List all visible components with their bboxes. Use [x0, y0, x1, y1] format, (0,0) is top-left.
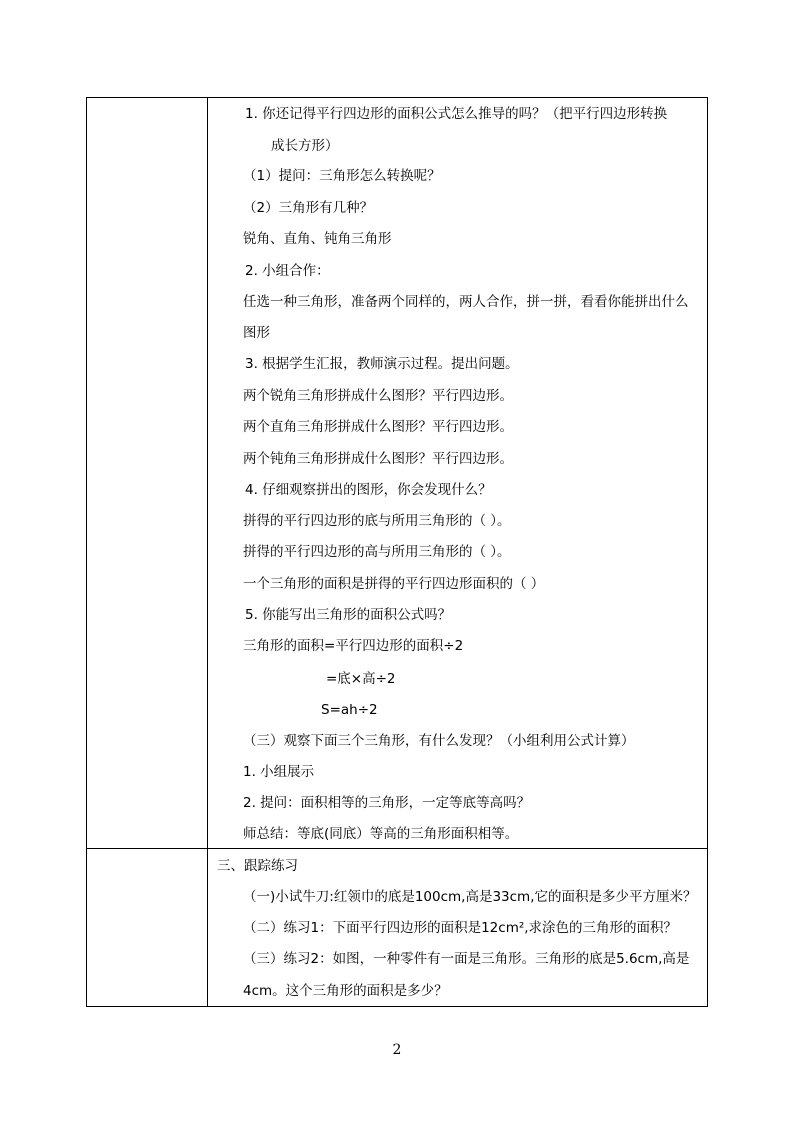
text-line: （三）观察下面三个三角形，有什么发现？（小组利用公式计算）	[243, 733, 635, 749]
page-number: 2	[392, 1042, 402, 1058]
text-line: 师总结：等底(同底）等高的三角形面积相等。	[243, 826, 519, 842]
text-line: S=ah÷2	[321, 702, 378, 718]
table-row-divider	[87, 848, 707, 849]
text-line: 三角形的面积=平行四边形的面积÷2	[243, 638, 464, 654]
text-line: 1. 你还记得平行四边形的面积公式怎么推导的吗？（把平行四边形转换	[245, 106, 668, 122]
text-line: 1. 小组展示	[243, 764, 315, 780]
text-line: 三、跟踪练习	[217, 858, 298, 874]
text-line: 拼得的平行四边形的高与所用三角形的（ ）。	[243, 544, 511, 560]
text-line: =底×高÷2	[326, 671, 396, 687]
text-line: （2）三角形有几种？	[243, 200, 374, 216]
text-line: 两个锐角三角形拼成什么图形？平行四边形。	[243, 388, 513, 404]
text-line: 成长方形）	[271, 138, 339, 154]
text-line: （三）练习2：如图，一种零件有一面是三角形。三角形的底是5.6cm,高是	[243, 951, 690, 967]
text-line: 一个三角形的面积是拼得的平行四边形面积的（ ）	[243, 576, 545, 592]
text-line: 锐角、直角、钝角三角形	[243, 231, 392, 247]
text-line: 4cm。这个三角形的面积是多少？	[243, 983, 448, 999]
text-line: 两个钝角三角形拼成什么图形？平行四边形。	[243, 451, 513, 467]
text-line: 5. 你能写出三角形的面积公式吗？	[245, 607, 452, 623]
text-line: 任选一种三角形，准备两个同样的，两人合作，拼一拼，看看你能拼出什么	[243, 294, 689, 310]
text-line: 两个直角三角形拼成什么图形？平行四边形。	[243, 419, 513, 435]
text-line: （二）练习1：下面平行四边形的面积是12cm²,求涂色的三角形的面积？	[243, 920, 678, 936]
text-line: 2. 小组合作：	[245, 263, 330, 279]
text-line: 4. 仔细观察拼出的图形，你会发现什么？	[245, 482, 492, 498]
text-line: （1）提问：三角形怎么转换呢？	[243, 168, 441, 184]
text-line: 2. 提问：面积相等的三角形，一定等底等高吗？	[243, 795, 531, 811]
text-line: 拼得的平行四边形的底与所用三角形的（ ）。	[243, 513, 511, 529]
text-line: 3. 根据学生汇报，教师演示过程。提出问题。	[245, 356, 519, 372]
text-line: （一)小试牛刀:红领巾的底是100cm,高是33cm,它的面积是多少平方厘米？	[243, 889, 697, 905]
text-line: 图形	[243, 325, 270, 341]
table-column-divider	[207, 98, 208, 1006]
